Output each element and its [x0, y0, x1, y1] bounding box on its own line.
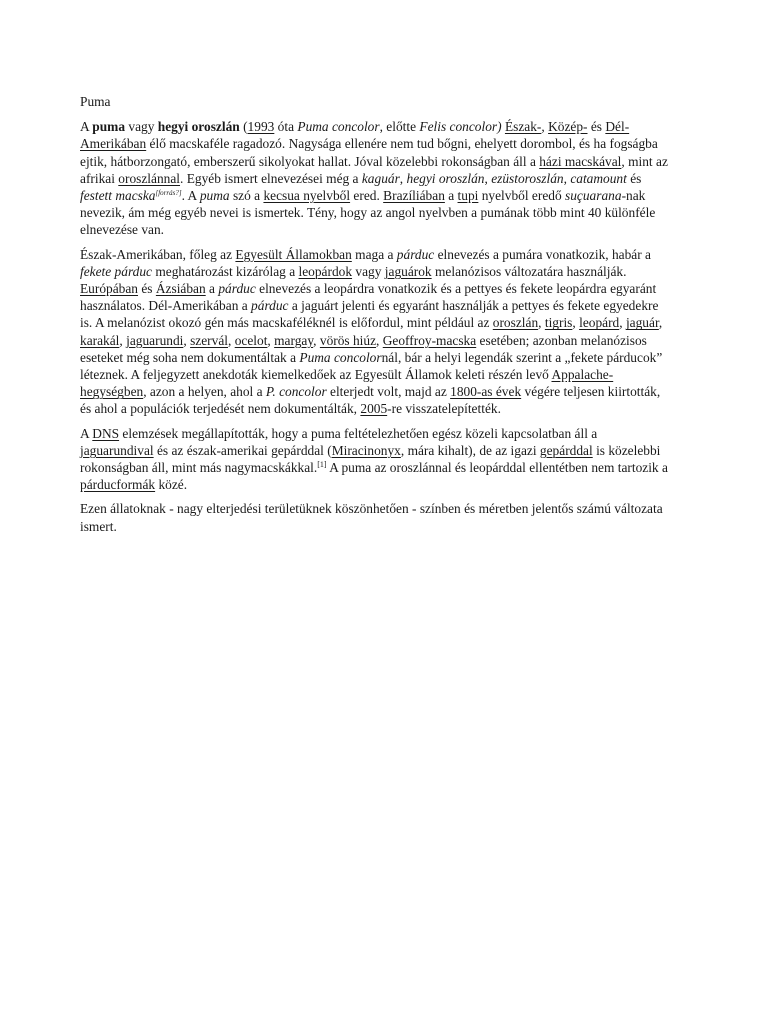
text: és [587, 119, 606, 135]
text: vagy [352, 263, 385, 279]
text: szó a [229, 188, 264, 204]
bold-term: hegyi oroszlán [157, 119, 240, 135]
text: , [658, 315, 663, 331]
text: a jaguárt jelenti és egyaránt használják a pettyes és fekete egyedekre is. A melanózist okozó gén más macskaféléknél is előfordul, mint például az [80, 298, 659, 331]
text: , azon a helyen, ahol a [143, 384, 266, 400]
link-brazilia[interactable]: Brazíliában [383, 188, 445, 204]
link-europa[interactable]: Európában [80, 281, 139, 297]
text: nál, bár a helyi legendák szerint a „fekete párducok” léteznek. A feljegyzett anekdoták kiemelkedőek az Egyesült Államok keleti részén levő [80, 349, 663, 383]
link-jaguarok[interactable]: jaguárok [384, 263, 432, 279]
link-miracinonyx[interactable]: Miracinonyx [331, 442, 401, 458]
link-1800-as-evek[interactable]: 1800-as évek [450, 384, 522, 400]
link-kecsua[interactable]: kecsua nyelvből [263, 188, 351, 204]
text: -re visszatelepítették. [387, 401, 501, 417]
text: és [626, 170, 642, 186]
text: , [183, 332, 191, 348]
text: elterjedt volt, majd az [326, 384, 451, 400]
text: vagy [125, 119, 158, 135]
link-szerval[interactable]: szervál [190, 332, 228, 348]
link-2005[interactable]: 2005 [360, 401, 388, 417]
text: . Egyéb ismert elnevezései még a [180, 170, 362, 186]
link-margay[interactable]: margay [274, 332, 314, 348]
text: , mint az afrikai [80, 153, 668, 186]
link-egyesult-allamok[interactable]: Egyesült Államokban [235, 246, 352, 262]
italic-term: párduc [218, 281, 256, 297]
text: és [138, 281, 156, 297]
document-page [80, 93, 674, 542]
italic-term: Puma concolor [299, 349, 382, 365]
text: -nak nevezik, ám még egyéb nevei is ismertek. Tény, hogy az angol nyelvben a pumának több mint 40 különféle elnevezése van. [80, 188, 656, 238]
text: , [267, 332, 275, 348]
bold-term: puma [92, 119, 126, 135]
link-tigris[interactable]: tigris [544, 315, 573, 331]
text: ered. [350, 188, 384, 204]
italic-term: párduc [396, 246, 435, 262]
text: , [484, 170, 492, 186]
text: A [80, 425, 93, 441]
italic-term: kaguár [361, 170, 400, 186]
link-jaguarundi[interactable]: jaguarundi [126, 332, 184, 348]
text: , [619, 315, 626, 331]
link-dns[interactable]: DNS [92, 425, 120, 441]
text: elnevezés a leopárdra vonatkozik és a pettyes és fekete leopárdra egyaránt használatos. Dél-Amerikában a [80, 281, 657, 314]
link-tupi[interactable]: tupi [457, 188, 479, 204]
text: A puma az oroszlánnal és leopárddal ellentétben nem tartozik a [326, 460, 668, 476]
text: elemzések megállapították, hogy a puma feltételezhetően egész közeli kapcsolatban áll a [119, 425, 598, 441]
link-karakal[interactable]: karakál [80, 332, 120, 348]
italic-term: P. concolor [265, 384, 327, 400]
text: és az észak-amerikai gepárddal ( [153, 442, 332, 458]
italic-term: suçuarana [565, 188, 622, 204]
text: a [205, 281, 219, 297]
italic-term: catamount [570, 170, 627, 186]
text: , mára kihalt), de az igazi [400, 442, 540, 458]
link-eszak[interactable]: Észak- [504, 119, 542, 135]
text: . A [181, 188, 200, 204]
text: , [376, 332, 383, 348]
italic-term: Felis concolor) [419, 119, 502, 135]
text: óta [274, 119, 298, 135]
link-parducformak[interactable]: párducformák [80, 477, 156, 493]
text: , [538, 315, 545, 331]
paragraph-valtozatok: Ezen állatoknak - nagy elterjedési területüknek köszönhetően - színben és méretben jelentős számú változata ismert. [80, 501, 663, 534]
link-appalache[interactable]: Appalache-hegységben [80, 367, 614, 400]
text: elnevezés a pumára vonatkozik, habár a [434, 246, 651, 262]
link-del-amerika[interactable]: Dél-Amerikában [80, 119, 630, 152]
text: , [563, 170, 571, 186]
link-geoffroy-macska[interactable]: Geoffroy-macska [382, 332, 477, 348]
text: , [313, 332, 320, 348]
link-leopard[interactable]: leopárd [579, 315, 620, 331]
text: , [541, 119, 549, 135]
link-jaguar[interactable]: jaguár [625, 315, 659, 331]
link-1993[interactable]: 1993 [247, 119, 275, 135]
text: esetében; azonban melanózisos eseteket még soha nem dokumentáltak a [80, 332, 647, 365]
paragraph-parduc [80, 246, 674, 418]
text: ( [239, 119, 248, 135]
reference-1[interactable]: [1] [317, 460, 327, 470]
link-kozep[interactable]: Közép- [548, 119, 588, 135]
italic-term: puma [199, 188, 230, 204]
text: , [572, 315, 580, 331]
link-oroszlan[interactable]: oroszlán [492, 315, 539, 331]
link-azsia[interactable]: Ázsiában [155, 281, 206, 297]
italic-term: ezüstoroszlán [491, 170, 564, 186]
italic-term: Puma concolor [297, 119, 380, 135]
text: A [80, 119, 93, 135]
text: közé. [155, 477, 188, 493]
text: meghatározást kizárólag a [152, 263, 299, 279]
text: végére teljesen kiirtották, és ahol a populációk terjedését nem dokumentálták, [80, 384, 661, 417]
text: , [399, 170, 407, 186]
paragraph-intro [80, 118, 674, 238]
link-jaguarundival[interactable]: jaguarundival [80, 442, 154, 458]
link-hazi-macska[interactable]: házi macskával [539, 153, 622, 169]
link-oroszlannal[interactable]: oroszlánnal [118, 170, 181, 186]
text: , előtte [379, 119, 420, 135]
document-title: Puma [80, 94, 111, 109]
text: , [228, 332, 235, 348]
text: Észak-Amerikában, főleg az [80, 246, 236, 262]
italic-term: párduc [251, 298, 289, 314]
paragraph-dns [80, 425, 674, 494]
italic-term: hegyi oroszlán [406, 170, 485, 186]
link-geparddal[interactable]: gepárddal [539, 442, 593, 458]
link-ocelot[interactable]: ocelot [234, 332, 268, 348]
text: nyelvből eredő [478, 188, 566, 204]
text: élő macskaféle ragadozó. Nagysága ellenére nem tud bőgni, ehelyett dorombol, és ha fogságba ejtik, hátborzongató, emberszerű sikolyokat hallat. Jóval közelebbi rokonságban áll a [80, 136, 658, 169]
text: is közelebbi rokonságban áll, mint más nagymacskákkal. [80, 442, 661, 476]
italic-term: fekete párduc [80, 263, 153, 279]
text: maga a [351, 246, 397, 262]
citation-needed[interactable]: [forrás?] [155, 189, 182, 198]
link-leopardok[interactable]: leopárdok [298, 263, 353, 279]
link-voros-hiuz[interactable]: vörös hiúz [319, 332, 377, 348]
text: , [119, 332, 127, 348]
italic-term: festett macska [80, 188, 156, 204]
text: melanózisos változatára használják. [431, 263, 627, 279]
text: a [444, 188, 458, 204]
